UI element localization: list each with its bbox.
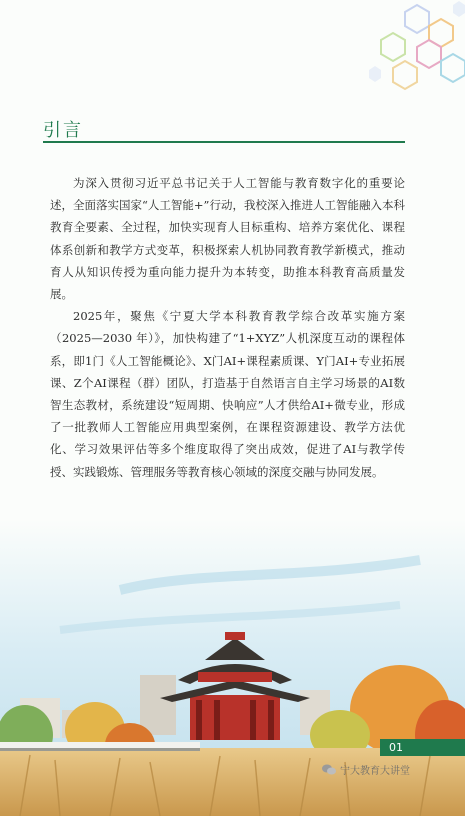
title-underline [43,141,405,143]
page-number: 01 [380,739,465,756]
paragraph: 为深入贯彻习近平总书记关于人工智能与教育数字化的重要论述，全面落实国家“人工智能+”行动，我校深入推进人工智能融入本科教育全要素、全过程，加快实现育人目标重构、培养方案优化、课程体系创新和教学方式变革，积极探索人机协同教育教学新模式，推动育人从知识传授为重向能力提升为本转变，助推本科教育高质量发展。 [50,176,405,302]
paragraph: 2025年，聚焦《宁夏大学本科教育教学综合改革实施方案（2025—2030 年）》，加快构建了“1+XYZ”人机深度互动的课程体系，即1门《人工智能概论》、X门AI+课程素质课、Y门AI+专业拓展课、Z个AI课程（群）团队，打造基于自然语言自主学习场景的AI数智生态教材，系统建设“短周期、快响应”人才供给AI+微专业，形成了一批教师人工智能应用典型案例，在课程资源建设、教学方法优化、学习效果评估等多个维度取得了突出成效，促进了AI与教学传授、实践锻炼、管理服务等教育核心领域的深度交融与协同发展。 [50,309,405,479]
section-title: 引言 [43,120,83,141]
body-text [50,172,405,483]
watermark-text: 宁大教育大讲堂 [340,766,410,777]
hexagon-decoration [335,0,465,110]
wechat-icon [322,764,336,775]
watermark [322,762,410,777]
